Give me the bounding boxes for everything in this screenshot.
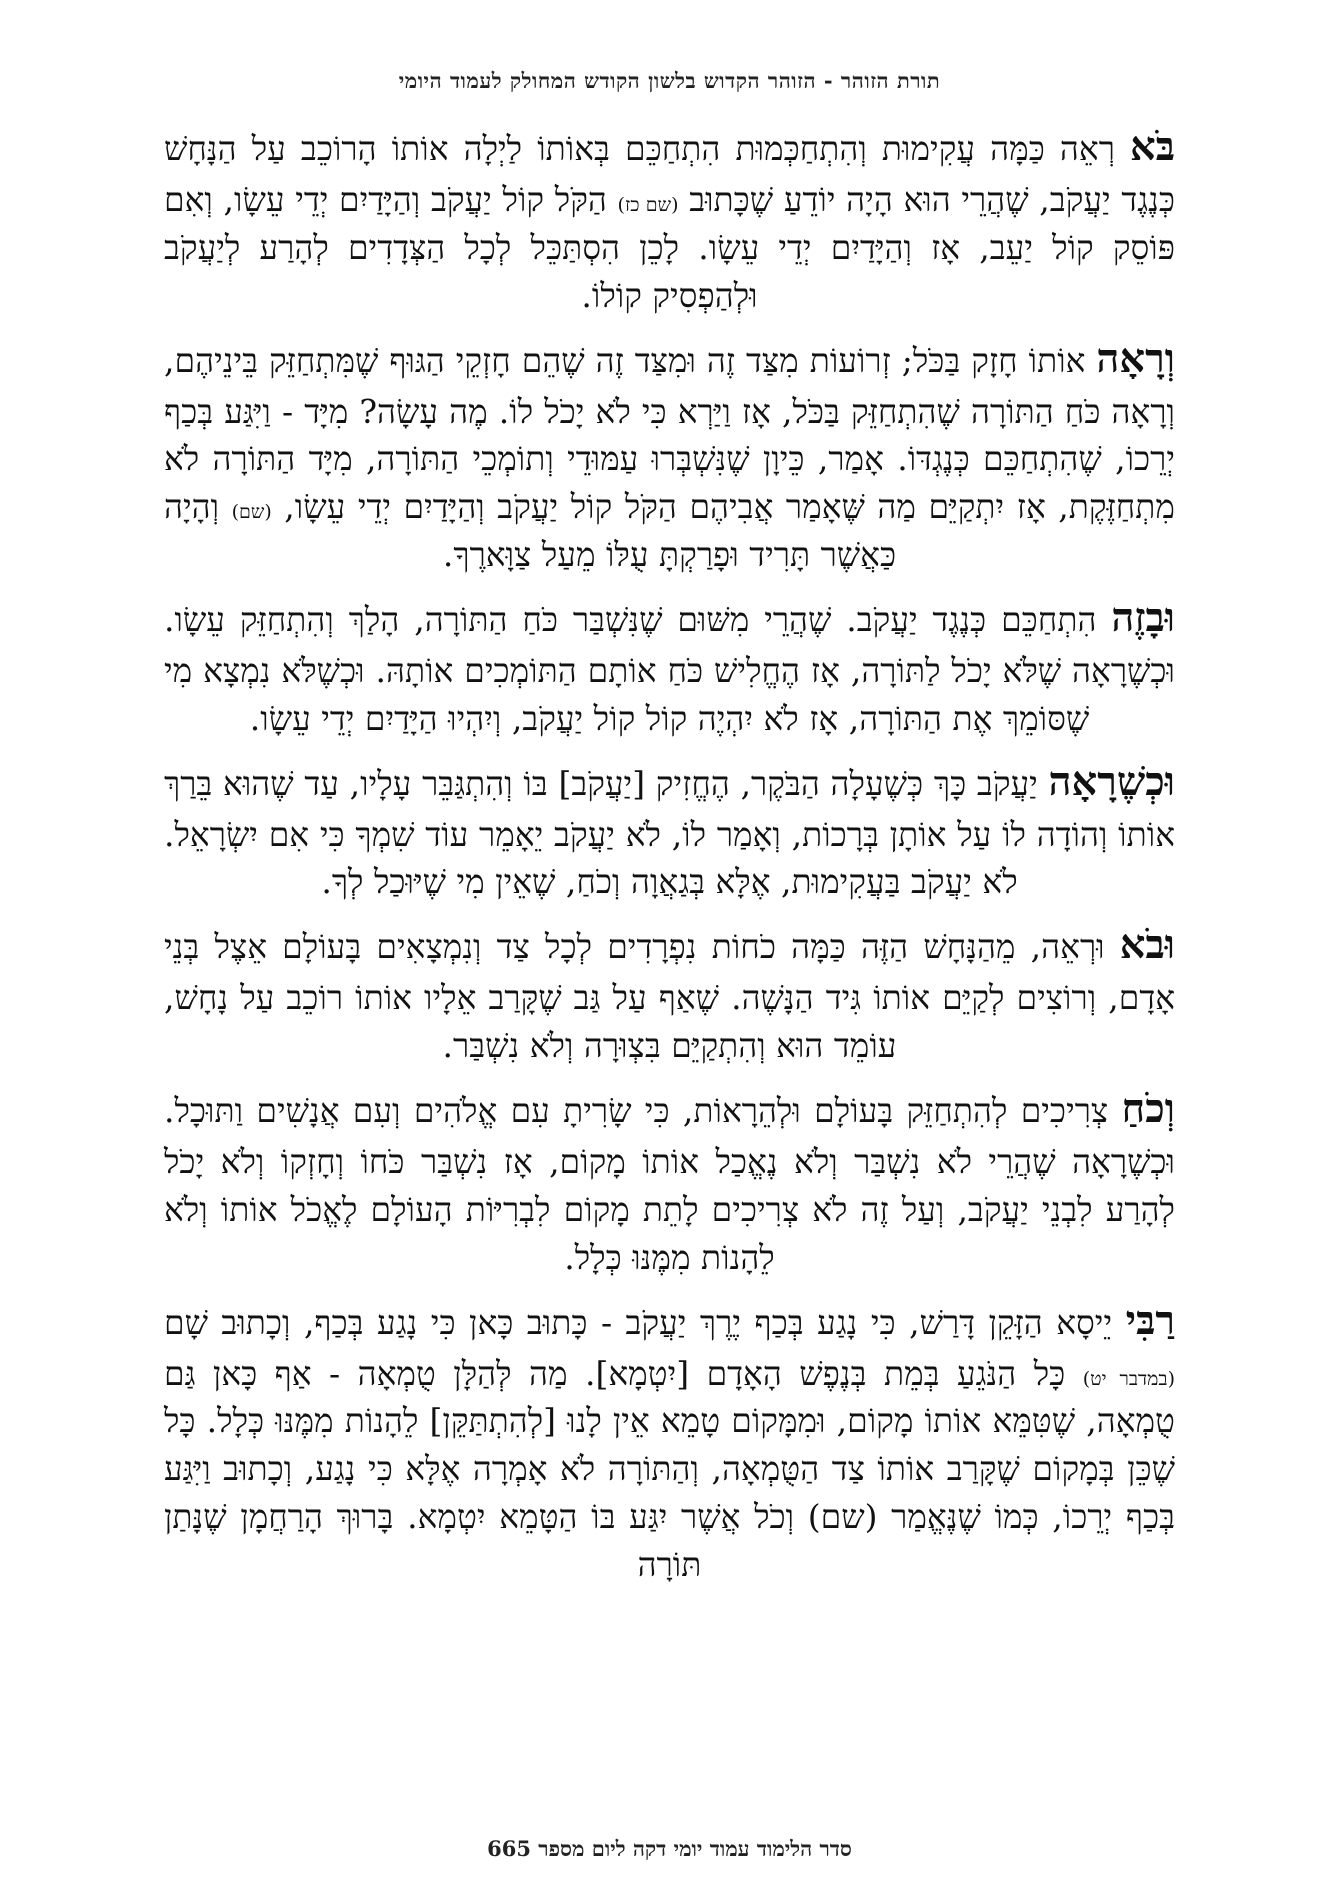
paragraph-lead-word: וּבֹא [1119,921,1175,969]
source-reference: (שם) [231,501,272,524]
paragraph [164,589,1175,743]
paragraph [164,330,1175,579]
paragraph-text: יֵיסָא הַזָּקֵן דָּרַשׁ, כִּי נָגַע בְּכַף יֶרֶךְ יַעֲקֹב - כָּתוּב כָּאן כִּי נָגַע בְּכַף, וְכָתוּב שָׁם [164,1302,1126,1342]
paragraph [164,1080,1175,1282]
paragraph-text: הַקֹּל קוֹל יַעֲקֹב וְהַיָּדַיִם יְדֵי עֵשָׂו, וְאִם פּוֹסֵק קוֹל יַעֵב, אָז וְהַיָּדַיִם יְדֵי עֵשָׂו. לָכֵן הִסְתַּכֵּל לְכָל הַצְּדָדִים לְהָרַע לְיַעֲקֹב וּלְהַפְסִיק קוֹלוֹ. [164,180,1175,315]
paragraph-lead-word: וְכֹחַ [1121,1084,1175,1132]
running-header: תורת הזוהר - הזוהר הקדוש בלשון הקודש המחולק לעמוד היומי [398,68,941,93]
paragraph-lead-word: בֹּא [1130,123,1175,170]
page-footer: סדר הלימוד עמוד יומי דקה ליום מספר 665 [487,1836,852,1861]
paragraph-text: כָּל הַנֹּגֵעַ בְּמֵת בְּנֶפֶשׁ הָאָדָם [יִטְמָא]. מַה לְּהַלָּן טֻמְאָה - אַף כָּאן גַּם טֻמְאָה, שֶׁטִּמֵּא אוֹתוֹ מָקוֹם, וּמִמָּקוֹם טָמֵא אֵין לָנוּ [לְהִתְתַּקֵּן] לֵהָנוֹת מִמֶּנּוּ כְּלָל. כָּל שֶׁכֵּן בְּמָקוֹם שֶׁקָּרַב אוֹתוֹ צַד הַטֻּמְאָה, וְהַתּוֹרָה לֹא אָמְרָה אֶלָּא כִּי נָגַע, וְכָתוּב וַיִּגַּע בְּכַף יְרֵכוֹ, כְּמוֹ שֶׁנֶּאֱמַר (שם) וְכֹל אֲשֶׁר יִגַּע בּוֹ הַטָּמֵא יִטְמָא. בָּרוּךְ הָרַחֲמָן שֶׁנָּתַן תּוֹרָה [164,1353,1175,1584]
paragraph [164,753,1175,907]
paragraph-lead-word: וּכְשֶׁרָאָה [1048,757,1175,805]
paragraph-text: צְרִיכִים לְהִתְחַזֵּק בָּעוֹלָם וּלְהֵרָאוֹת, כִּי שָׂרִיתָ עִם אֱלֹהִים וְעִם אֲנָשִׁים וַתּוּכָל. וּכְשֶׁרָאָה שֶׁהֲרֵי לֹא נִשְׁבַּר וְלֹא נֶאֱכַל אוֹתוֹ מָקוֹם, אָז נִשְׁבַּר כֹּחוֹ וְחָזְקוֹ וְלֹא יָכֹל לְהָרַע לִבְנֵי יַעֲקֹב, וְעַל זֶה לֹא צְרִיכִים לָתֵת מָקוֹם לִבְרִיּוֹת הָעוֹלָם לֶאֱכֹל אוֹתוֹ וְלֹא לֵהָנוֹת מִמֶּנּוּ כְּלָל. [164,1090,1176,1277]
zohar-text-body [164,118,1175,1589]
source-reference: (במדבר יט) [1082,1367,1175,1390]
paragraph-lead-word: רַבִּי [1125,1296,1175,1344]
paragraph-text: וְהָיָה כַּאֲשֶׁר תָּרִיד וּפָרַקְתָּ עֻלּוֹ מֵעַל צַוָּארֶךָ. [164,487,897,575]
paragraph-text: הִתְחַכֵּם כְּנֶגֶד יַעֲקֹב. שֶׁהֲרֵי מִשּׁוּם שֶׁנִּשְׁבַּר כֹּחַ הַתּוֹרָה, הָלַךְ וְהִתְחַזֵּק עֵשָׂו. וּכְשֶׁרָאָה שֶׁלֹּא יָכֹל לַתּוֹרָה, אָז הֶחֱלִישׁ כֹּחַ אוֹתָם הַתּוֹמְכִים אוֹתָהּ. וּכְשֶׁלֹּא נִמְצָא מִי שֶׁסּוֹמֵךְ אֶת הַתּוֹרָה, אָז לֹא יִהְיֶה קוֹל קוֹל יַעֲקֹב, וְיִהְיוּ הַיָּדַיִם יְדֵי עֵשָׂו. [164,599,1175,738]
paragraph [164,916,1175,1070]
paragraph-text: רְאֵה כַּמָּה עֲקִימוּת וְהִתְחַכְּמוּת הִתְחַכֵּם בְּאוֹתוֹ לַיְלָה אוֹתוֹ הָרוֹכֵב עַל הַנָּחָשׁ כְּנֶגֶד יַעֲקֹב, שֶׁהֲרֵי הוּא הָיָה יוֹדֵעַ שֶׁכָּתוּב [164,129,1175,219]
paragraph-text: וּרְאֵה, מֵהַנָּחָשׁ הַזֶּה כַּמָּה כֹחוֹת נִפְרָדִים לְכָל צַד וְנִמְצָאִים בָּעוֹלָם אֵצֶל בְּנֵי אָדָם, וְרוֹצִים לְקַיֵּם אוֹתוֹ גִּיד הַנָּשֶׁה. שֶׁאַף עַל גַּב שֶׁקָּרַב אֵלָיו אוֹתוֹ רוֹכֵב עַל נָחָשׁ, עוֹמֵד הוּא וְהִתְקַיֵּם בִּצְוּרָה וְלֹא נִשְׁבַּר. [164,927,1175,1066]
paragraph-lead-word: וּבָזֶה [1111,593,1175,641]
paragraph-lead-word: וְרָאָה [1096,334,1175,382]
paragraph [164,1292,1175,1589]
source-reference: (שם כז) [617,194,679,216]
paragraph-text: אוֹתוֹ חָזָק בַּכֹּל; זְרוֹעוֹת מִצַּד זֶה וּמִצַּד זֶה שֶׁהֵם חָזְקֵי הַגּוּף שֶׁמִּתְחַזֵּק בֵּינֵיהֶם, וְרָאָה כֹּחַ הַתּוֹרָה שֶׁהִתְחַזֵּק בַּכֹּל, אָז וַיַּרְא כִּי לֹא יָכֹל לוֹ. מֶה עָשָׂה? מִיָּד - וַיִּגַּע בְּכַף יְרֵכוֹ, שֶׁהִתְחַכֵּם כְּנֶגְדּוֹ. אָמַר, כֵּיוָן שֶׁנִּשְׁבְּרוּ עַמּוּדֵי וְתוֹמְכֵי הַתּוֹרָה, מִיָּד הַתּוֹרָה לֹא מִתְחַזֶּקֶת, אָז יִתְקַיֵּם מַה שֶּׁאָמַר אֲבִיהֶם הַקֹּל קוֹל יַעֲקֹב וְהַיָּדַיִם יְדֵי עֵשָׂו, [164,340,1175,527]
paragraph-text: יַעֲקֹב כָּךְ כְּשֶׁעָלָה הַבֹּקֶר, הֶחֱזִיק [יַעֲקֹב] בּוֹ וְהִתְגַּבֵּר עָלָיו, עַד שֶׁהוּא בֵּרַךְ אוֹתוֹ וְהוֹדָה לוֹ עַל אוֹתָן בְּרָכוֹת, וְאָמַר לוֹ, לֹא יַעֲקֹב יֵאָמֵר עוֹד שִׁמְךָ כִּי אִם יִשְׂרָאֵל. לֹא יַעֲקֹב בַּעֲקִימוּת, אֶלָּא בְּגַאֲוָה וְכֹחַ, שֶׁאֵין מִי שֶׁיּוּכַל לְךָ. [164,763,1175,902]
paragraph [164,118,1175,320]
